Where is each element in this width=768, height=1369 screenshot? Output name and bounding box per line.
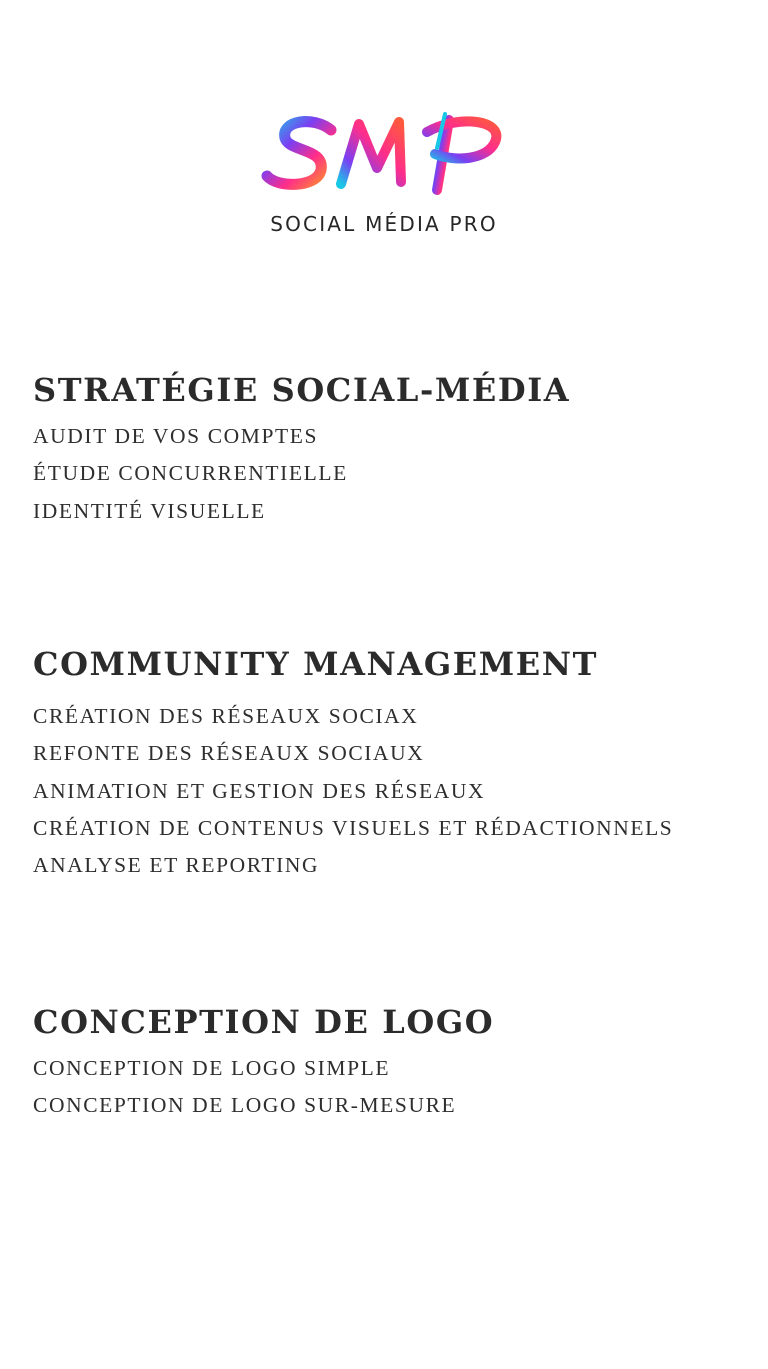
list-item: CRÉATION DE CONTENUS VISUELS ET RÉDACTIONNELS — [33, 815, 674, 840]
list-item: CONCEPTION DE LOGO SIMPLE — [33, 1056, 391, 1080]
service-list — [33, 1050, 748, 1125]
section-community — [33, 644, 748, 884]
list-item: IDENTITÉ VISUELLE — [33, 498, 266, 523]
service-list — [33, 698, 748, 884]
brand-logo — [0, 108, 768, 236]
service-list — [33, 418, 748, 530]
section-logo — [33, 1002, 748, 1125]
section-title: STRATÉGIE SOCIAL-MÉDIA — [33, 371, 571, 409]
smp-monogram-icon — [259, 108, 509, 198]
brand-tagline: SOCIAL MÉDIA PRO — [270, 212, 498, 236]
list-item: CRÉATION DES RÉSEAUX SOCIAX — [33, 704, 419, 728]
list-item: AUDIT DE VOS COMPTES — [33, 424, 319, 448]
list-item: CONCEPTION DE LOGO SUR-MESURE — [33, 1093, 457, 1118]
list-item: ANALYSE ET REPORTING — [33, 853, 320, 878]
list-item: ÉTUDE CONCURRENTIELLE — [33, 461, 348, 486]
section-title: COMMUNITY MANAGEMENT — [33, 645, 599, 683]
list-item: ANIMATION ET GESTION DES RÉSEAUX — [33, 778, 486, 803]
section-strategie — [33, 370, 748, 530]
section-title: CONCEPTION DE LOGO — [33, 1003, 495, 1041]
list-item: REFONTE DES RÉSEAUX SOCIAUX — [33, 741, 425, 766]
